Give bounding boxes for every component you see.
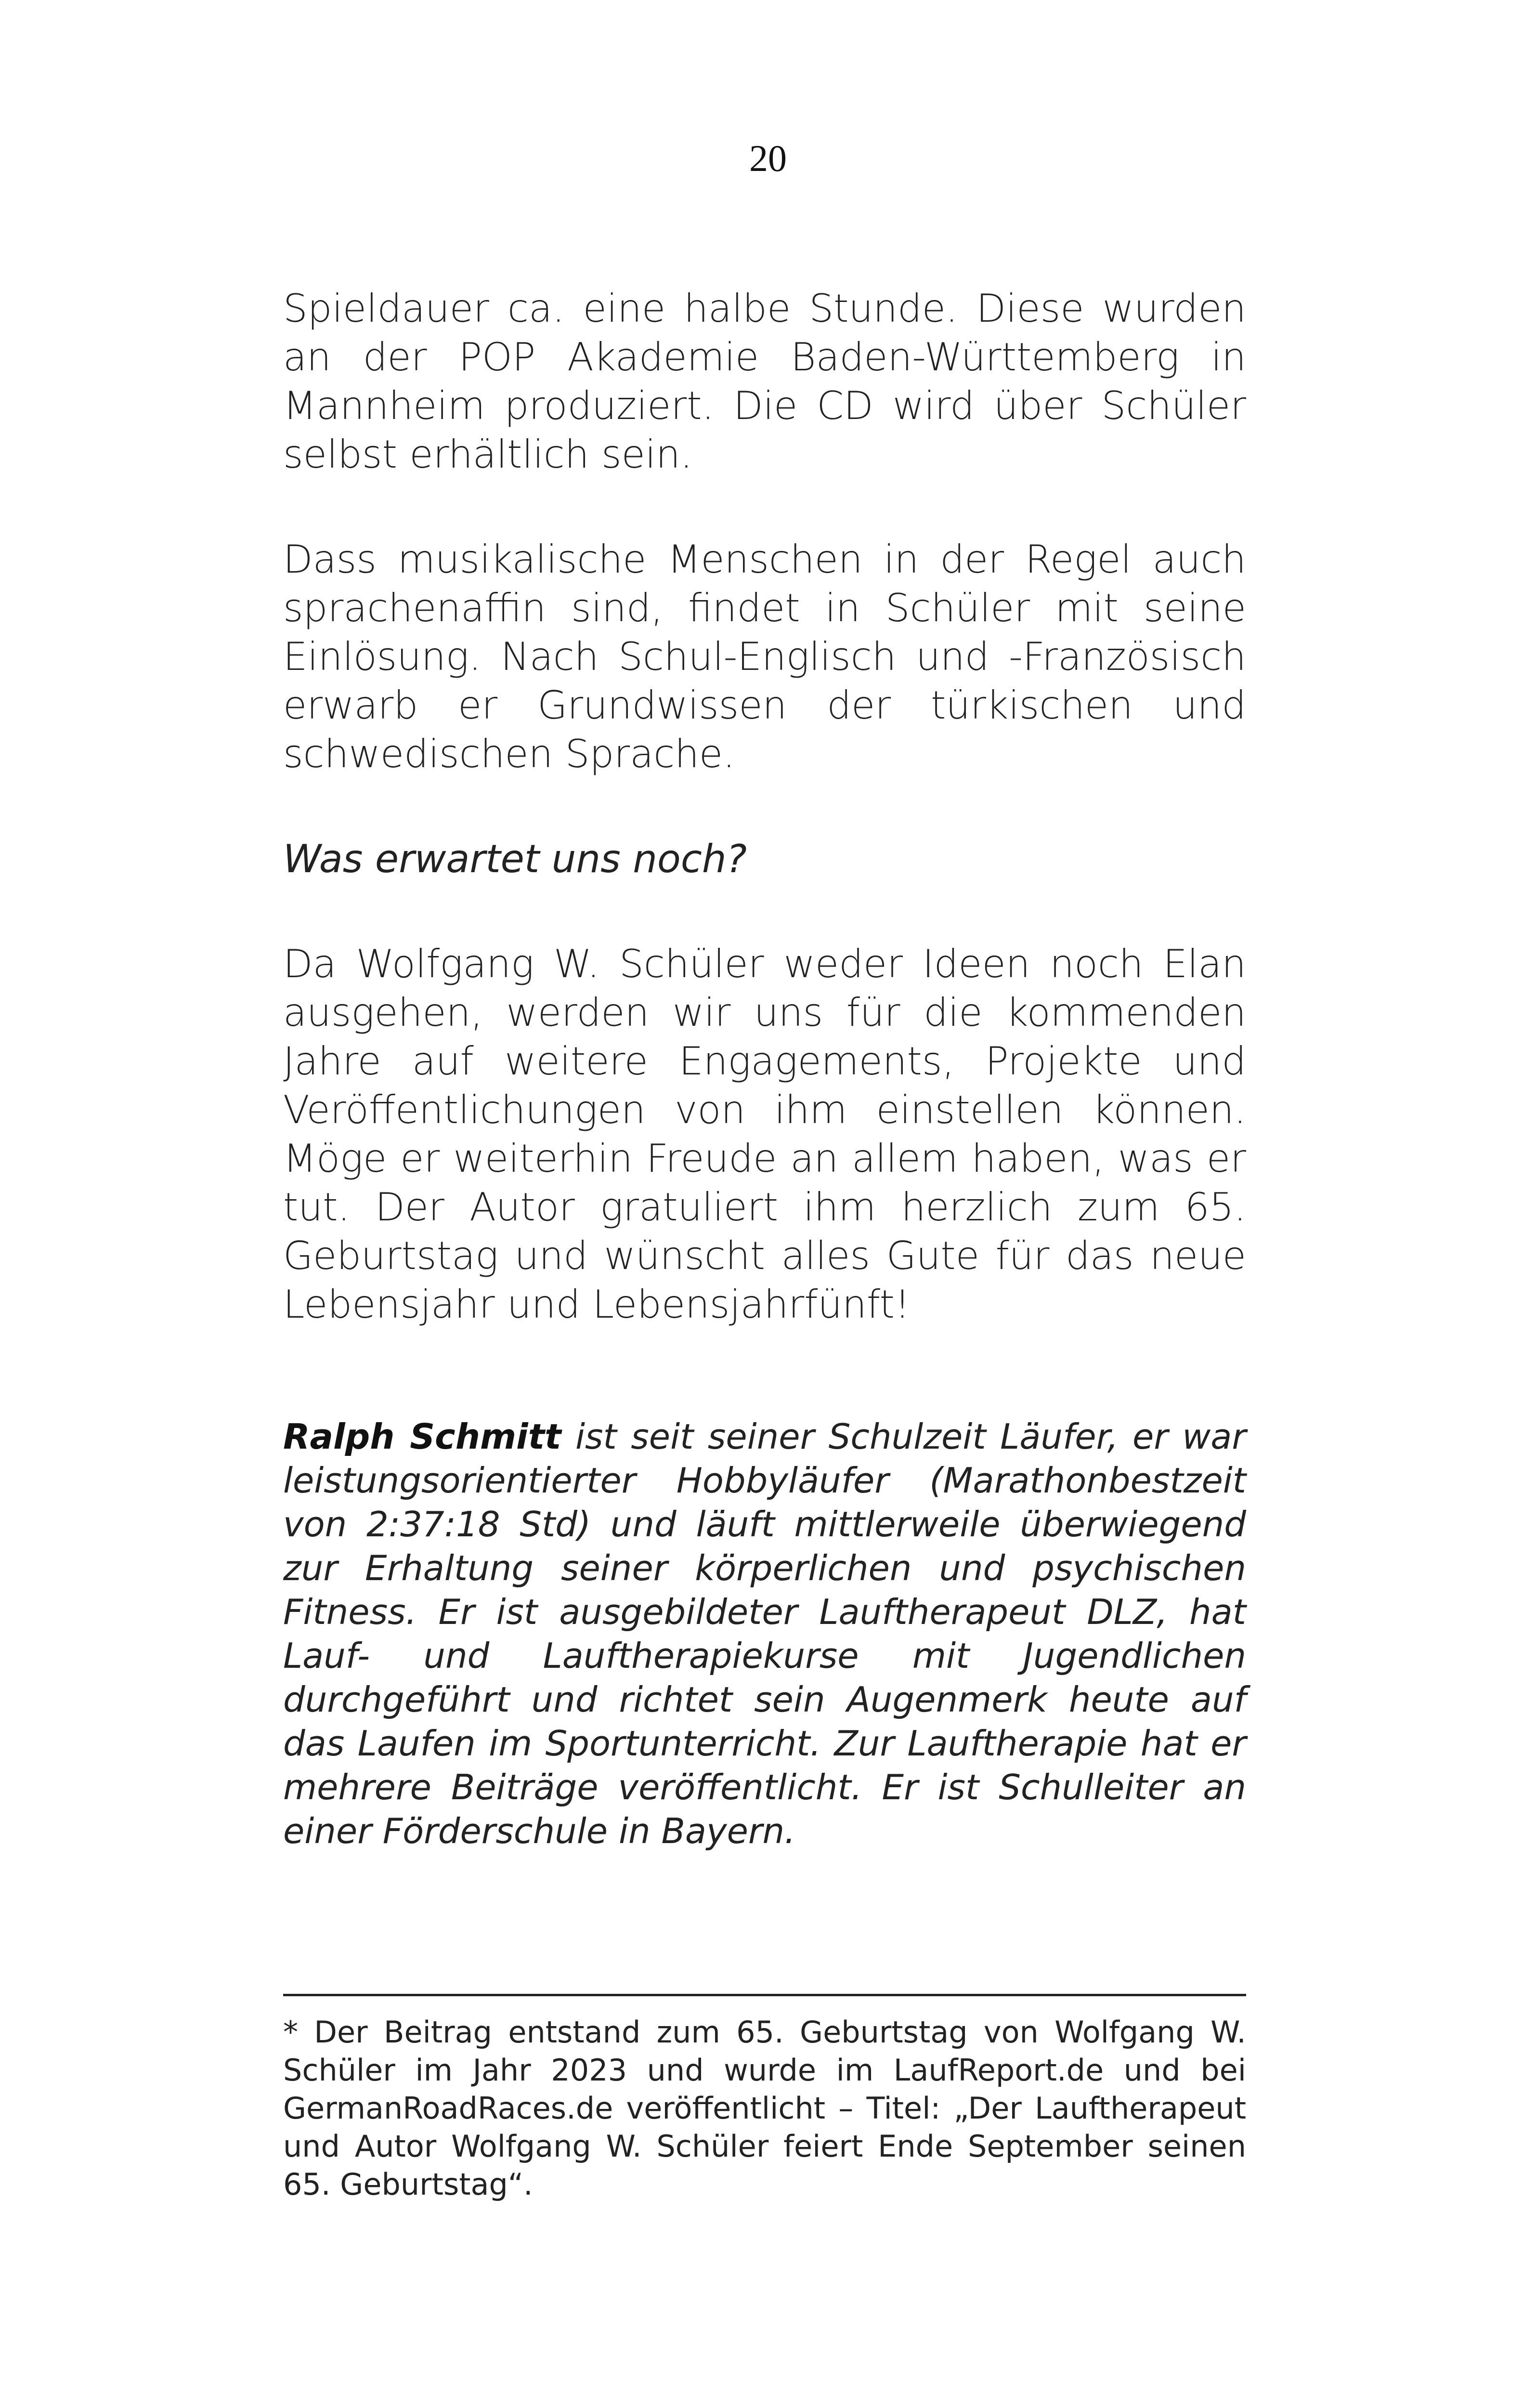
page-number: 20 [749,137,787,179]
footnote-divider [283,1994,1246,1996]
article-body [283,284,1246,1385]
author-bio-text: ist seit seiner Schulzeit Läufer, er war leistungsorientierter Hobbyläufer (Marathonbestzeit von 2:37:18 Std) und läuft mittlerweile überwiegend zur Erhaltung seiner körperlichen und psychischen Fitness. Er ist ausgebildeter Lauftherapeut DLZ, hat Lauf- und Lauftherapiekurse mit Jugendlichen durchgeführt und richtet sein Augenmerk heute auf das Laufen im Sportunterricht. Zur Lauftherapie hat er mehrere Beiträge veröffentlicht. Er ist Schulleiter an einer Förderschule in Bayern. [283,1416,1246,1851]
author-bio [283,1415,1246,1853]
paragraph-languages: Dass musikalische Menschen in der Regel auch sprachenaffin sind, findet in Schüler mit seine Einlösung. Nach Schul-Englisch und -Französisch erwarb er Grundwissen der türkischen und schwedischen Sprache. [283,537,1246,776]
footnote: * Der Beitrag entstand zum 65. Geburtstag von Wolfgang W. Schüler im Jahr 2023 und wurde im LaufReport.de und bei GermanRoadRaces.de veröffentlicht – Titel: „Der Lauftherapeut und Autor Wolfgang W. Schüler feiert Ende September seinen 65. Geburtstag“. [283,2015,1246,2202]
paragraph-outlook: Da Wolfgang W. Schüler weder Ideen noch Elan ausgehen, werden wir uns für die kommenden Jahre auf weitere Engagements, Projekte und Veröffentlichungen von ihm einstellen können. Möge er weiterhin Freude an allem haben, was er tut. Der Autor gratuliert ihm herzlich zum 65. Geburtstag und wünscht alles Gute für das neue Lebensjahr und Lebensjahrfünft! [283,942,1246,1327]
author-name: Ralph Schmitt [283,1416,561,1457]
section-question: Was erwartet uns noch? [283,837,747,881]
paragraph-cd-production: Spieldauer ca. eine halbe Stunde. Diese wurden an der POP Akademie Baden-Württemberg in Mannheim produziert. Die CD wird über Schüler selbst erhältlich sein. [283,286,1246,477]
